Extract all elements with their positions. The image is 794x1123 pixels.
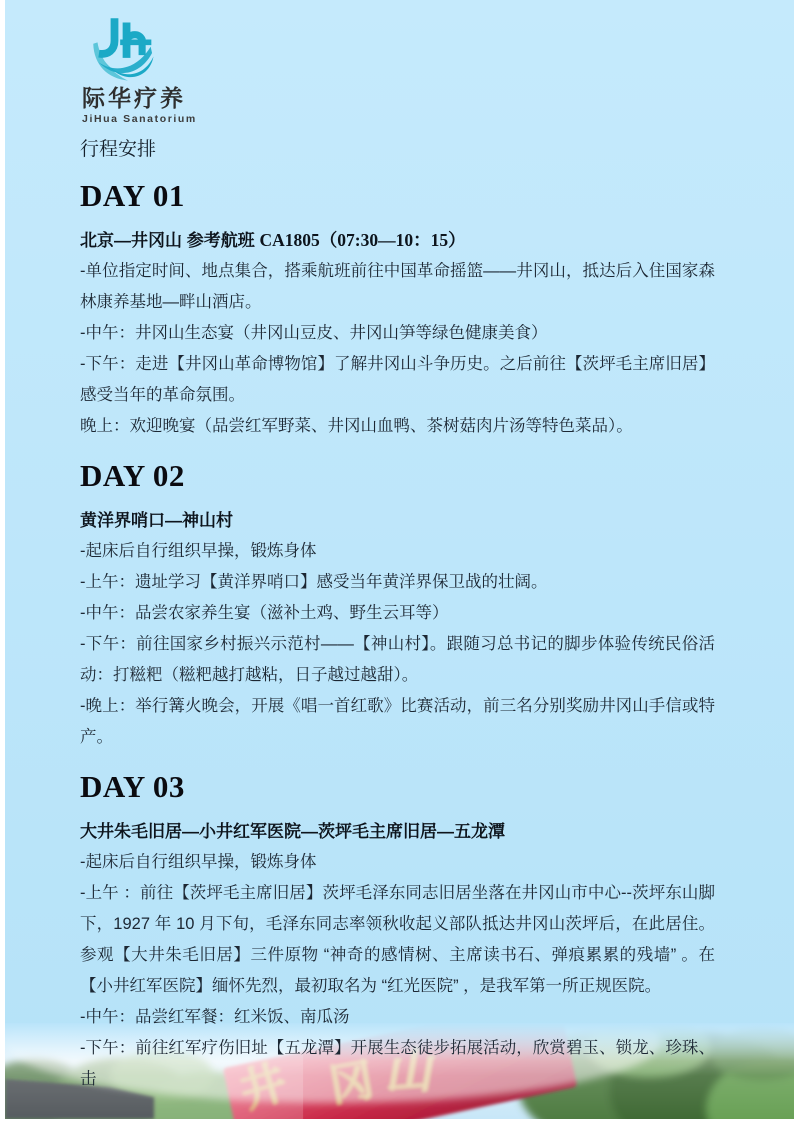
day-title: [80, 505, 715, 536]
day-heading: DAY 02: [80, 457, 185, 493]
day-section: [80, 458, 715, 753]
bottom-margin-strip: [5, 1119, 794, 1123]
itinerary-line: -上午 ：前往【茨坪毛主席旧居】茨坪毛泽东同志旧居坐落在井冈山市中心--茨坪东山脚下，1927 年 10 月下旬，毛泽东同志率领秋收起义部队抵达井冈山茨坪后，在此居住。参观【大井朱毛旧居】三件原物 “神奇的感情树、主席读书石、弹痕累累的残墙” 。在【小井红军医院】缅怀先烈，最初取名为 “红光医院” ，是我军第一所正规医院。: [80, 883, 715, 995]
logo: [82, 14, 715, 126]
itinerary-line: -单位指定时间、地点集合，搭乘航班前往中国革命摇篮——井冈山，抵达后入住国家森林康养基地—畔山酒店。: [80, 261, 715, 311]
day-heading: DAY 03: [80, 768, 185, 804]
itinerary-line: 晚上：欢迎晚宴（品尝红军野菜、井冈山血鸭、茶树菇肉片汤等特色菜品）。: [80, 416, 633, 435]
day-section: [80, 178, 715, 442]
itinerary-line: -下午：前往红军疗伤旧址【五龙潭】开展生态徒步拓展活动，欣赏碧玉、锁龙、珍珠、击: [80, 1038, 715, 1088]
day-body: [80, 847, 715, 1095]
itinerary-line: -中午：品尝农家养生宴（滋补土鸡、野生云耳等）: [80, 603, 449, 622]
day-section: [80, 769, 715, 1095]
day-route: 黄洋界哨口—神山村: [80, 510, 233, 530]
itinerary-line: -起床后自行组织早操，锻炼身体: [80, 852, 317, 871]
day-body: [80, 256, 715, 442]
itinerary-line: -中午：品尝红军餐：红米饭、南瓜汤: [80, 1007, 350, 1026]
itinerary-line: -晚上：举行篝火晚会，开展《唱一首红歌》比赛活动，前三名分别奖励井冈山手信或特产。: [80, 696, 715, 746]
jihua-logo-icon: [87, 14, 159, 82]
itinerary-line: -下午：前往国家乡村振兴示范村——【神山村】。跟随习总书记的脚步体验传统民俗活动：打糍粑（糍粑越打越粘，日子越过越甜）。: [80, 634, 715, 684]
day-route: 北京—井冈山 参考航班: [80, 230, 255, 250]
itinerary-line: -起床后自行组织早操，锻炼身体: [80, 541, 317, 560]
day-title: [80, 225, 715, 256]
logo-name-en: JiHua Sanatorium: [82, 113, 197, 126]
days: [80, 178, 715, 1095]
page-label: 行程安排: [80, 138, 157, 160]
itinerary-line: -下午：走进【井冈山革命博物馆】了解井冈山斗争历史。之后前往【茨坪毛主席旧居】感受当年的革命氛围。: [80, 354, 715, 404]
day-heading: DAY 01: [80, 177, 185, 213]
day-route: 大井朱毛旧居—小井红军医院—茨坪毛主席旧居—五龙潭: [80, 821, 505, 841]
day-flight: CA1805（07:30—10：15）: [259, 229, 466, 250]
day-title: [80, 816, 715, 847]
itinerary-line: -中午：井冈山生态宴（井冈山豆皮、井冈山笋等绿色健康美食）: [80, 323, 548, 342]
logo-name-cn: 际华疗养: [82, 85, 186, 111]
page-content: [5, 0, 794, 1095]
itinerary-line: -上午：遗址学习【黄洋界哨口】感受当年黄洋界保卫战的壮阔。: [80, 572, 548, 591]
day-body: [80, 536, 715, 753]
